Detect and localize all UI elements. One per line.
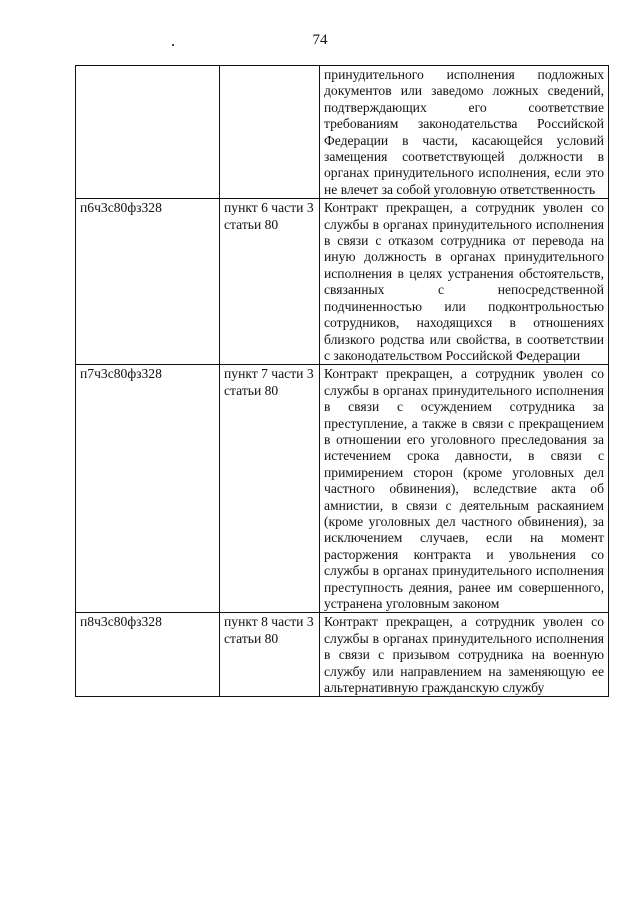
page-number: 74 [312,32,328,48]
description-cell: принудительного исполнения подложных документов или заведомо ложных сведений, подтверждающих его соответствие требованиям законодательства Российской Федерации в части, касающейся условий замещения соответствующей должности в органах принудительного исполнения, если это не влечет за собой уголовную ответственность [320,66,609,199]
code-cell: п6ч3с80фз328 [76,199,220,365]
table-row [76,365,609,613]
table-row [76,613,609,697]
table-row [76,199,609,365]
point-cell: пункт 7 части 3 статьи 80 [220,365,320,613]
code-cell [76,66,220,199]
code-cell: п8ч3с80фз328 [76,613,220,697]
dismissal-codes-table [75,65,609,697]
point-cell: пункт 8 части 3 статьи 80 [220,613,320,697]
description-cell: Контракт прекращен, а сотрудник уволен со службы в органах принудительного исполнения в связи с отказом сотрудника от перевода на иную должность в органах принудительного исполнения в целях устранения обстоятельств, связанных с непосредственной подчиненностью или подконтрольностью сотрудников, находящихся в отношениях близкого родства или свойства, в соответствии с законодательством Российской Федерации [320,199,609,365]
description-cell: Контракт прекращен, а сотрудник уволен со службы в органах принудительного исполнения в связи с призывом сотрудника на военную службу или направлением на заменяющую ее альтернативную гражданскую службу [320,613,609,697]
scan-speck [172,44,174,46]
point-cell: пункт 6 части 3 статьи 80 [220,199,320,365]
code-cell: п7ч3с80фз328 [76,365,220,613]
table-row [76,66,609,199]
point-cell [220,66,320,199]
description-cell: Контракт прекращен, а сотрудник уволен со службы в органах принудительного исполнения в связи с осуждением сотрудника за преступление, а также в связи с прекращением в отношении его уголовного преследования за истечением срока давности, в связи с примирением сторон (кроме уголовных дел частного обвинения), вследствие акта об амнистии, в связи с деятельным раскаянием (кроме уголовных дел частного обвинения), за исключением случаев, если на момент расторжения контракта и увольнения со службы в органах принудительного исполнения преступность деяния, ранее им совершенного, устранена уголовным законом [320,365,609,613]
